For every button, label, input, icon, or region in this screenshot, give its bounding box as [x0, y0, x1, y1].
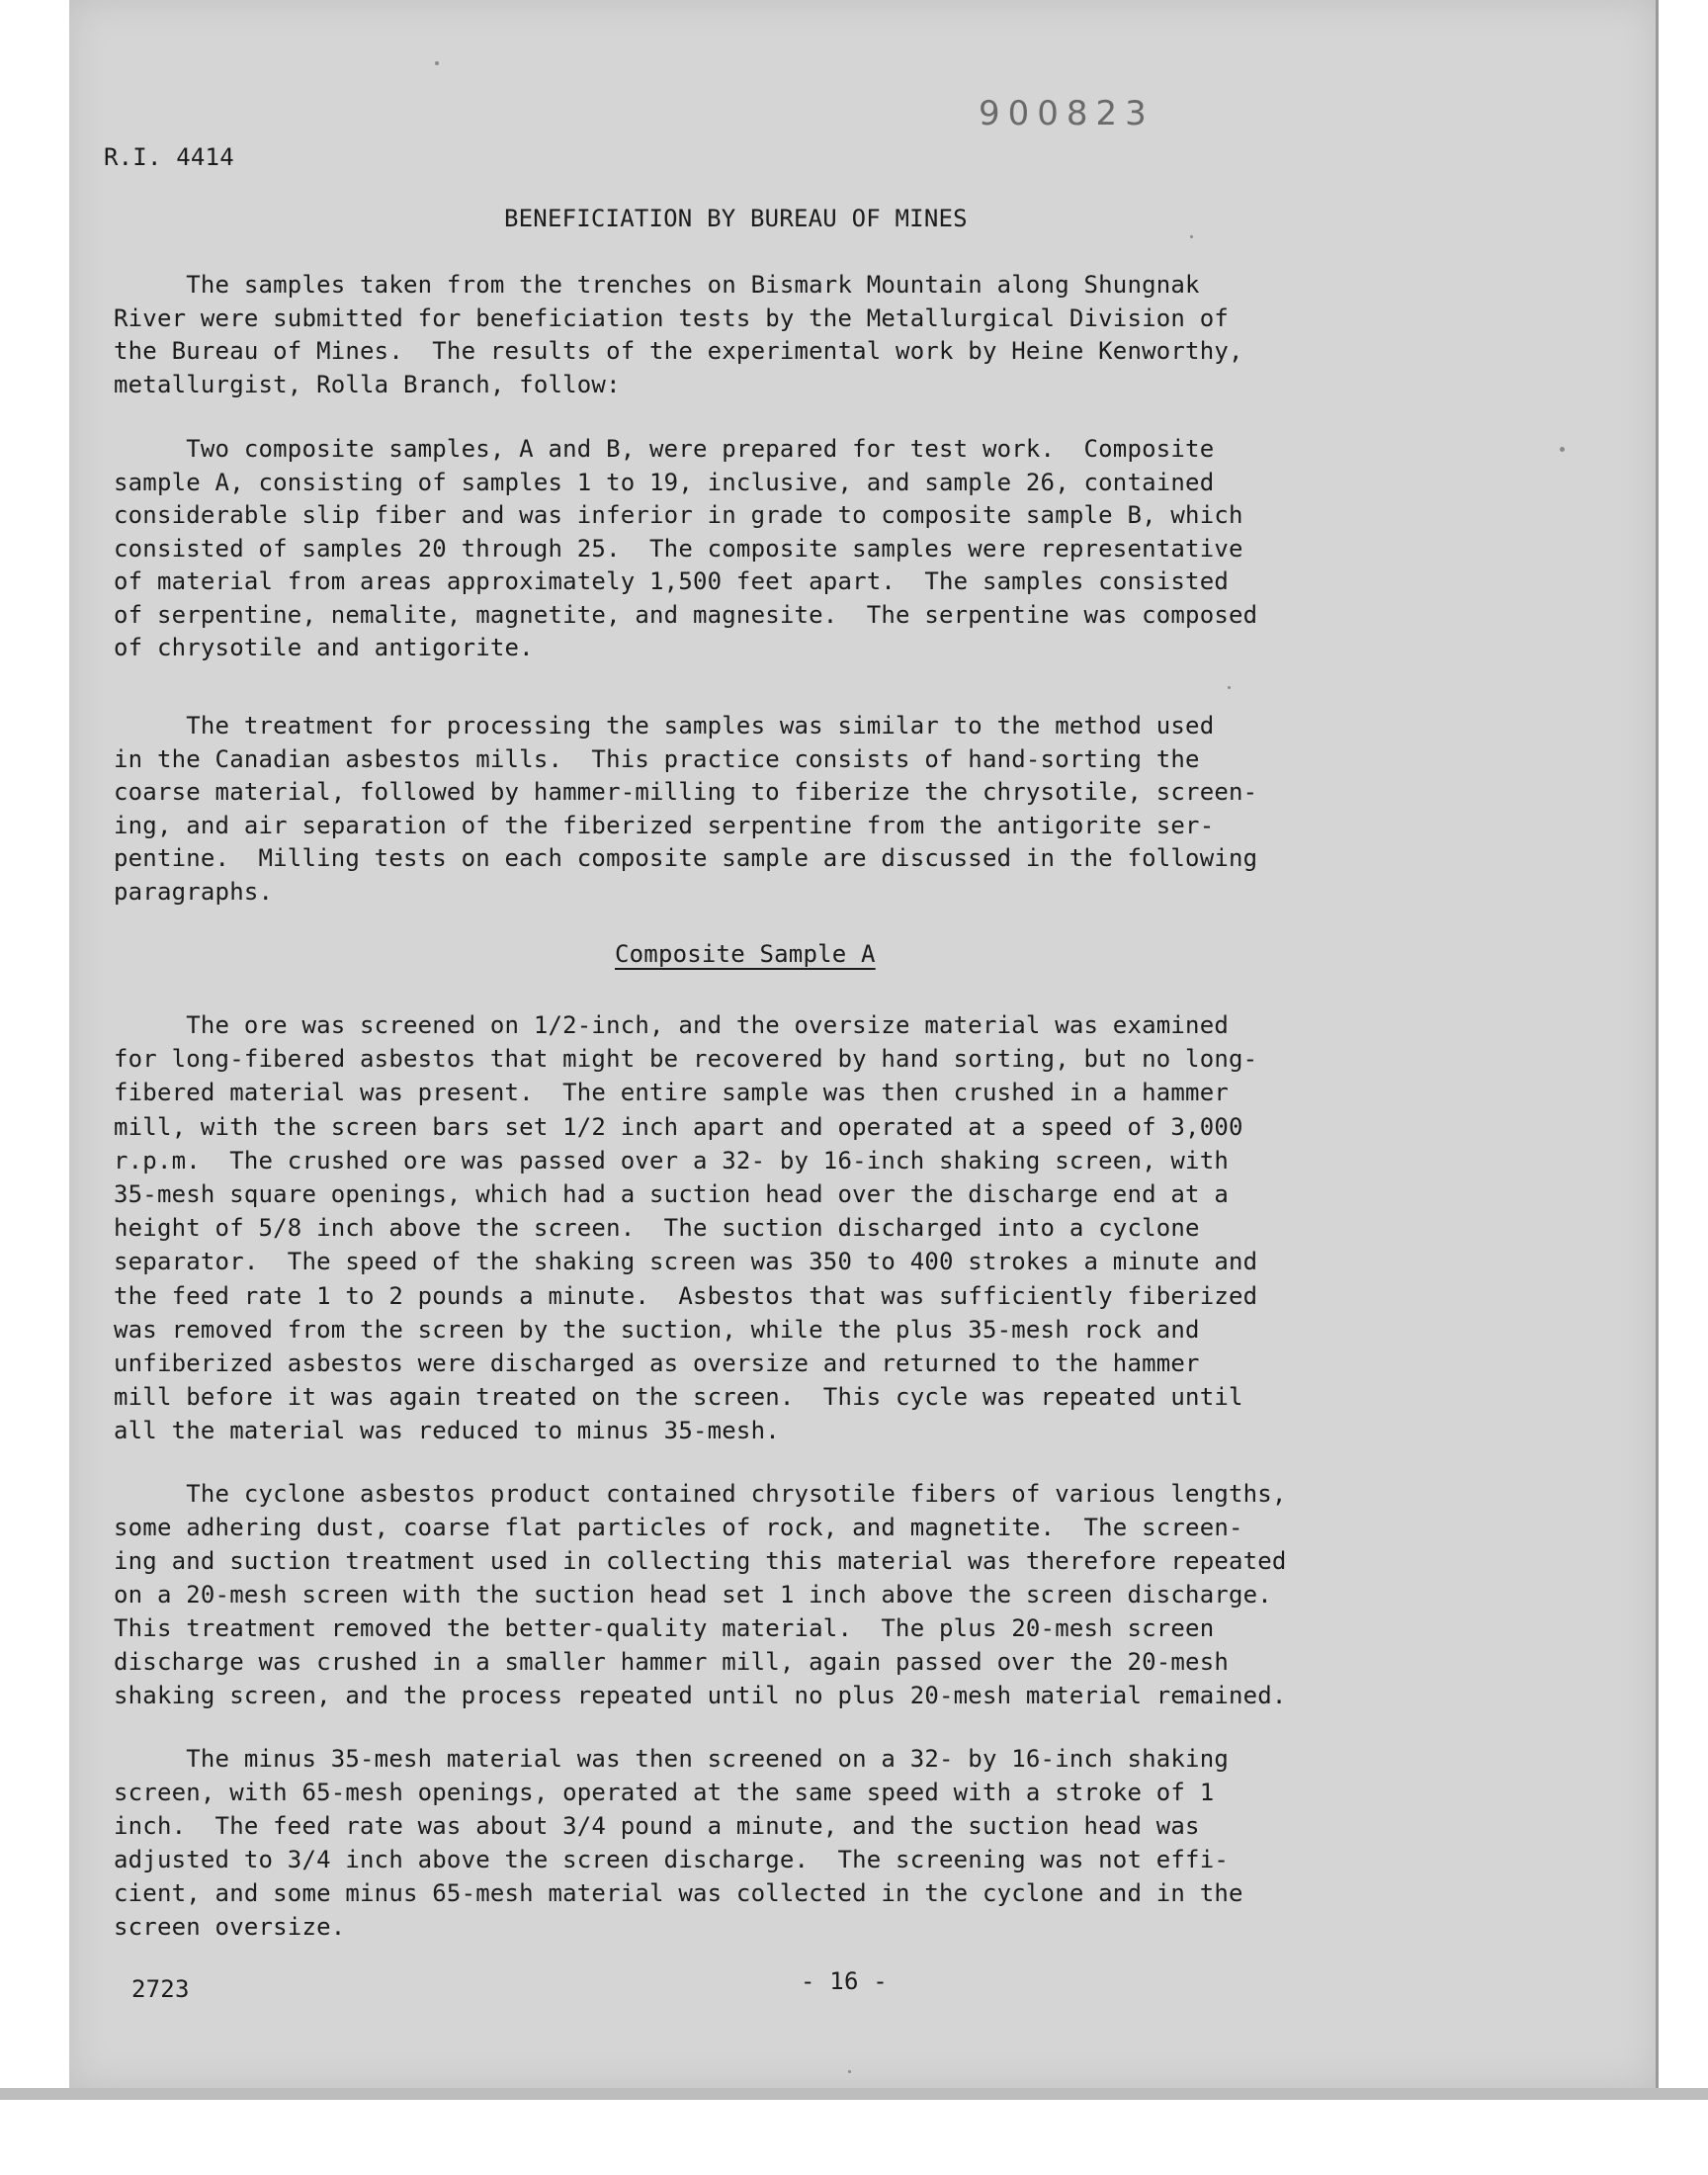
- report-id: R.I. 4414: [104, 143, 234, 171]
- document-title: BENEFICIATION BY BUREAU OF MINES: [504, 205, 968, 232]
- scan-speck: [1560, 447, 1565, 452]
- paragraph-3: The treatment for processing the samples was similar to the method used in the Canadian asbestos mills. This practice consists of hand-sorting the coarse material, followed by hammer-milling to fiberize the chrysotile, screen- ing, and air separation of the fiberized serpentine from the antigorite ser- pentine. Milling tests on each composite sample are discussed in the following paragraphs.: [114, 712, 1258, 906]
- page-number: - 16 -: [801, 1967, 888, 1995]
- scan-speck: [1190, 235, 1193, 238]
- footer-code: 2723: [131, 1975, 190, 2003]
- paragraph-4: The ore was screened on 1/2-inch, and the oversize material was examined for long-fibered asbestos that might be recovered by hand sorting, but no long- fibered material was present. The entire sample was then crushed in a hammer mill, with the screen bars set 1/2 inch apart and operated at a speed of 3,000 r.p.m. The crushed ore was passed over a 32- by 16-inch shaking screen, with 35-mesh square openings, which had a suction head over the discharge end at a height of 5/8 inch above the screen. The suction discharged into a cyclone separator. The speed of the shaking screen was 350 to 400 strokes a minute and the feed rate 1 to 2 pounds a minute. Asbestos that was sufficiently fiberized was removed from the screen by the suction, while the plus 35-mesh rock and unfiberized asbestos were discharged as oversize and returned to the hammer mill before it was again treated on the screen. This cycle was repeated until all the material was reduced to minus 35-mesh.: [114, 1011, 1258, 1445]
- section-heading: Composite Sample A: [615, 940, 876, 968]
- scan-speck: [1228, 686, 1231, 689]
- stamp-number: 900823: [979, 94, 1154, 133]
- scan-speck: [435, 61, 439, 65]
- scan-speck: [848, 2070, 851, 2073]
- paragraph-1: The samples taken from the trenches on Bismark Mountain along Shungnak River were submitted for beneficiation tests by the Metallurgical Division of the Bureau of Mines. The results of the experimental work by Heine Kenworthy, metallurgist, Rolla Branch, follow:: [114, 271, 1243, 398]
- scan-bottom-edge: [0, 2088, 1708, 2100]
- paragraph-6: The minus 35-mesh material was then screened on a 32- by 16-inch shaking screen, with 65-mesh openings, operated at the same speed with a stroke of 1 inch. The feed rate was about 3/4 pound a minute, and the suction head was adjusted to 3/4 inch above the screen discharge. The screening was not effi- cient, and some minus 65-mesh material was collected in the cyclone and in the screen oversize.: [114, 1745, 1243, 1941]
- paragraph-5: The cyclone asbestos product contained chrysotile fibers of various lengths, some adhering dust, coarse flat particles of rock, and magnetite. The screen- ing and suction treatment used in collecting this material was therefore repeated on a 20-mesh screen with the suction head set 1 inch above the screen discharge. This treatment removed the better-quality material. The plus 20-mesh screen discharge was crushed in a smaller hammer mill, again passed over the 20-mesh shaking screen, and the process repeated until no plus 20-mesh material remained.: [114, 1480, 1287, 1709]
- paragraph-2: Two composite samples, A and B, were prepared for test work. Composite sample A, consisting of samples 1 to 19, inclusive, and sample 26, contained considerable slip fiber and was inferior in grade to composite sample B, which consisted of samples 20 through 25. The composite samples were representative of material from areas approximately 1,500 feet apart. The samples consisted of serpentine, nemalite, magnetite, and magnesite. The serpentine was composed of chrysotile and antigorite.: [114, 435, 1258, 661]
